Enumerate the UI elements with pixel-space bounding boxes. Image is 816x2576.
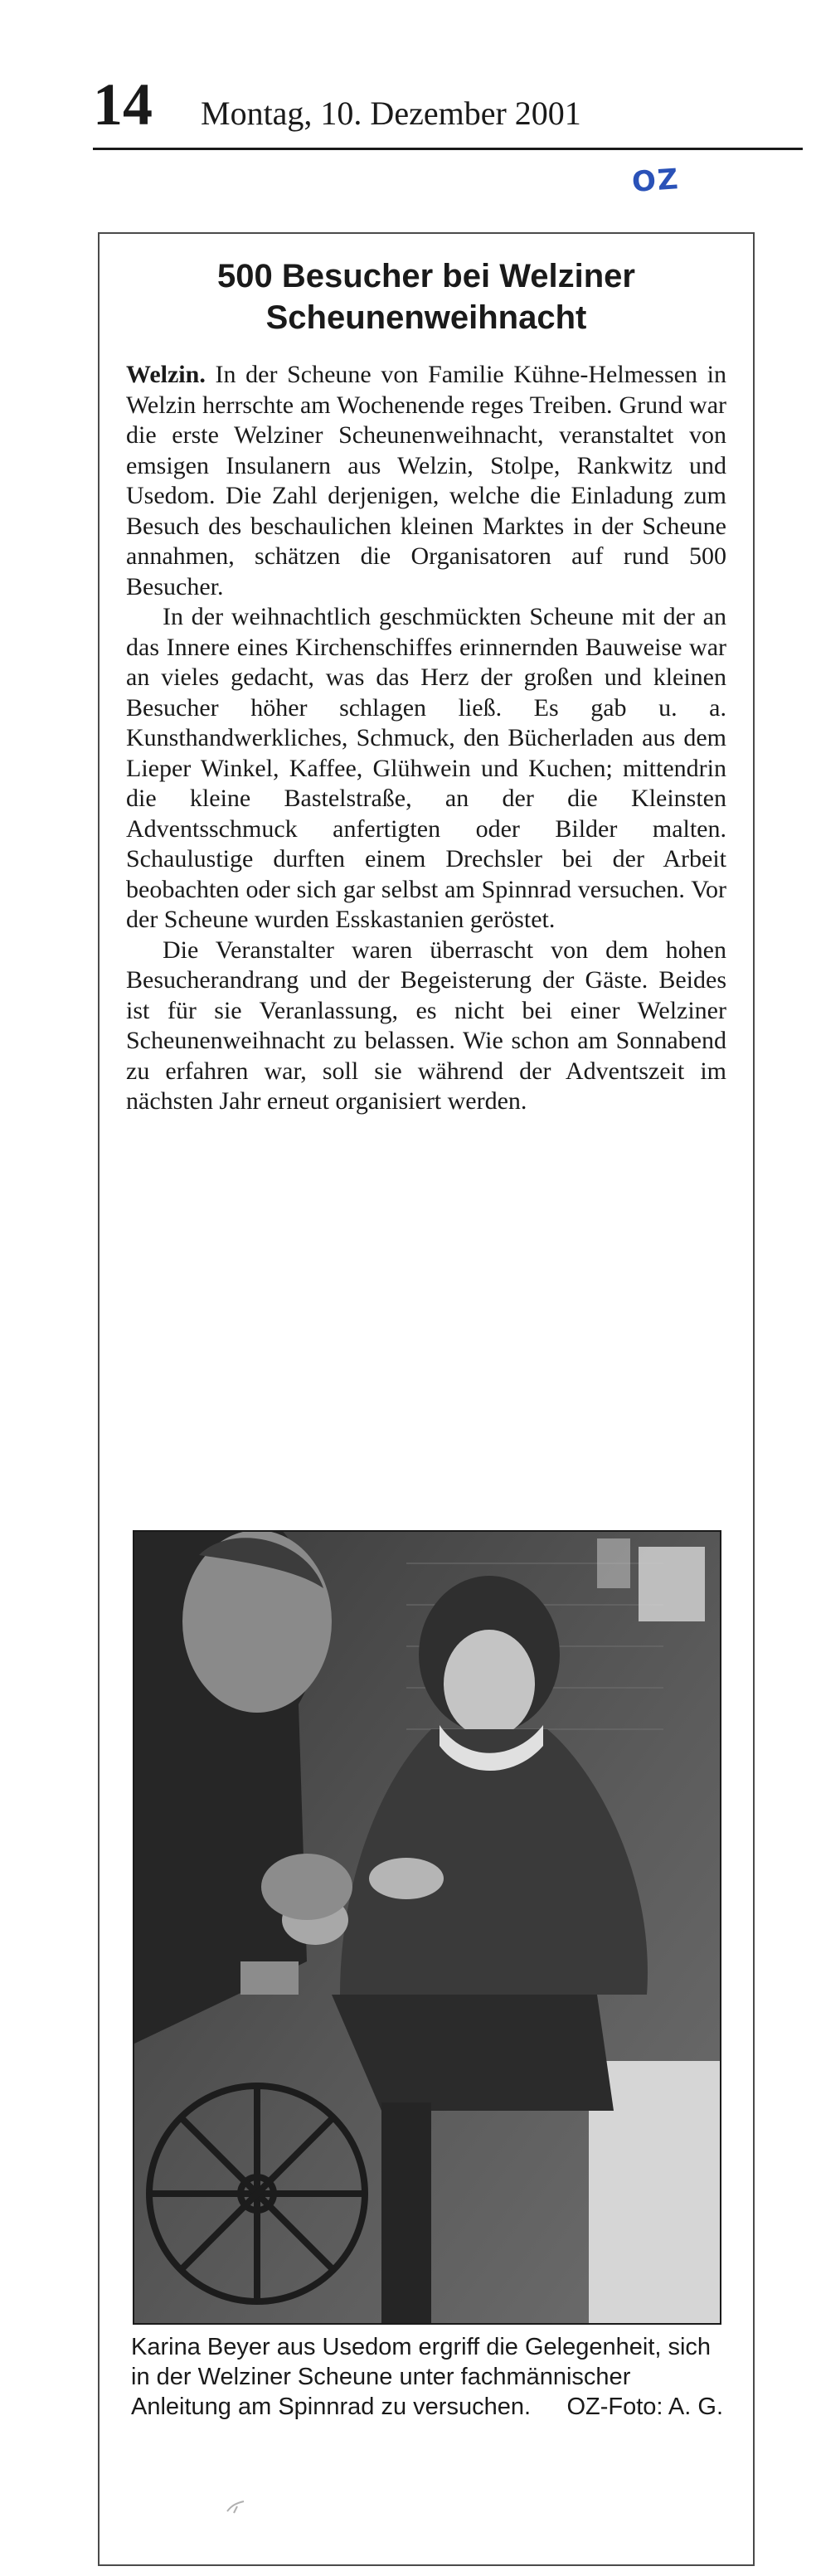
paragraph-1-text: In der Scheune von Familie Kühne-Helmessen in Welzin herrschte am Wochenende reges Treiben. Grund war die erste Welziner Scheunenweihnacht, veranstaltet von emsigen Insulanern aus Welzin, Stolpe, Rankwitz und Usedom. Die Zahl derjenigen, welche die Einladung zum Besuch des beschaulichen kleinen Marktes in der Scheune annahmen, schätzen die Organisatoren auf rund 500 Besucher.	[126, 361, 726, 600]
photo-caption	[131, 2332, 723, 2422]
dateline: Welzin.	[126, 361, 206, 388]
article-clipping	[98, 232, 755, 2566]
article-photo	[133, 1530, 721, 2325]
paragraph-3: Die Veranstalter waren überrascht von dem hohen Besucherandrang und der Begeisterung der Gäste. Beides ist für sie Veranlassung, es nicht bei einer Welziner Scheunenweihnacht zu belassen. Wie schon am Sonnabend zu erfahren war, soll sie während der Adventszeit im nächsten Jahr erneut organisiert werden.	[126, 936, 726, 1115]
page-number: 14	[93, 71, 153, 138]
paragraph-2: In der weihnachtlich geschmückten Scheune mit der an das Innere eines Kirchenschiffes erinnernden Bauweise war an vieles gedacht, was das Herz der großen und kleinen Besucher höher schlagen ließ. Es gab u. a. Kunsthandwerkliches, Schmuck, den Bücherladen aus dem Lieper Winkel, Kaffee, Glühwein und Kuchen; mittendrin die kleine Bastelstraße, an der die Kleinsten Adventsschmuck anfertigten oder Bilder malten. Schaulustige durften einem Drechsler bei der Arbeit beobachten oder sich gar selbst am Spinnrad versuchen. Vor der Scheune wurden Esskastanien geröstet.	[126, 603, 726, 933]
headline-line-2: Scheunenweihnacht	[265, 299, 587, 336]
headline	[116, 255, 736, 338]
scan-speck	[224, 2496, 249, 2516]
caption-text: Karina Beyer aus Usedom ergriff die Gelegenheit, sich in der Welziner Scheune unter fachmännischer Anleitung am Spinnrad zu versuchen.	[131, 2334, 712, 2420]
article-body	[126, 360, 726, 1117]
issue-date: Montag, 10. Dezember 2001	[201, 95, 581, 132]
headline-line-1: 500 Besucher bei Welziner	[217, 258, 635, 294]
paragraph-1	[126, 360, 726, 602]
source-stamp: OZ	[630, 163, 681, 199]
masthead	[93, 71, 803, 154]
masthead-rule	[93, 148, 803, 150]
photo-credit: OZ-Foto: A. G.	[566, 2394, 723, 2420]
spinning-wheel-photo-illustration	[133, 1530, 721, 2325]
